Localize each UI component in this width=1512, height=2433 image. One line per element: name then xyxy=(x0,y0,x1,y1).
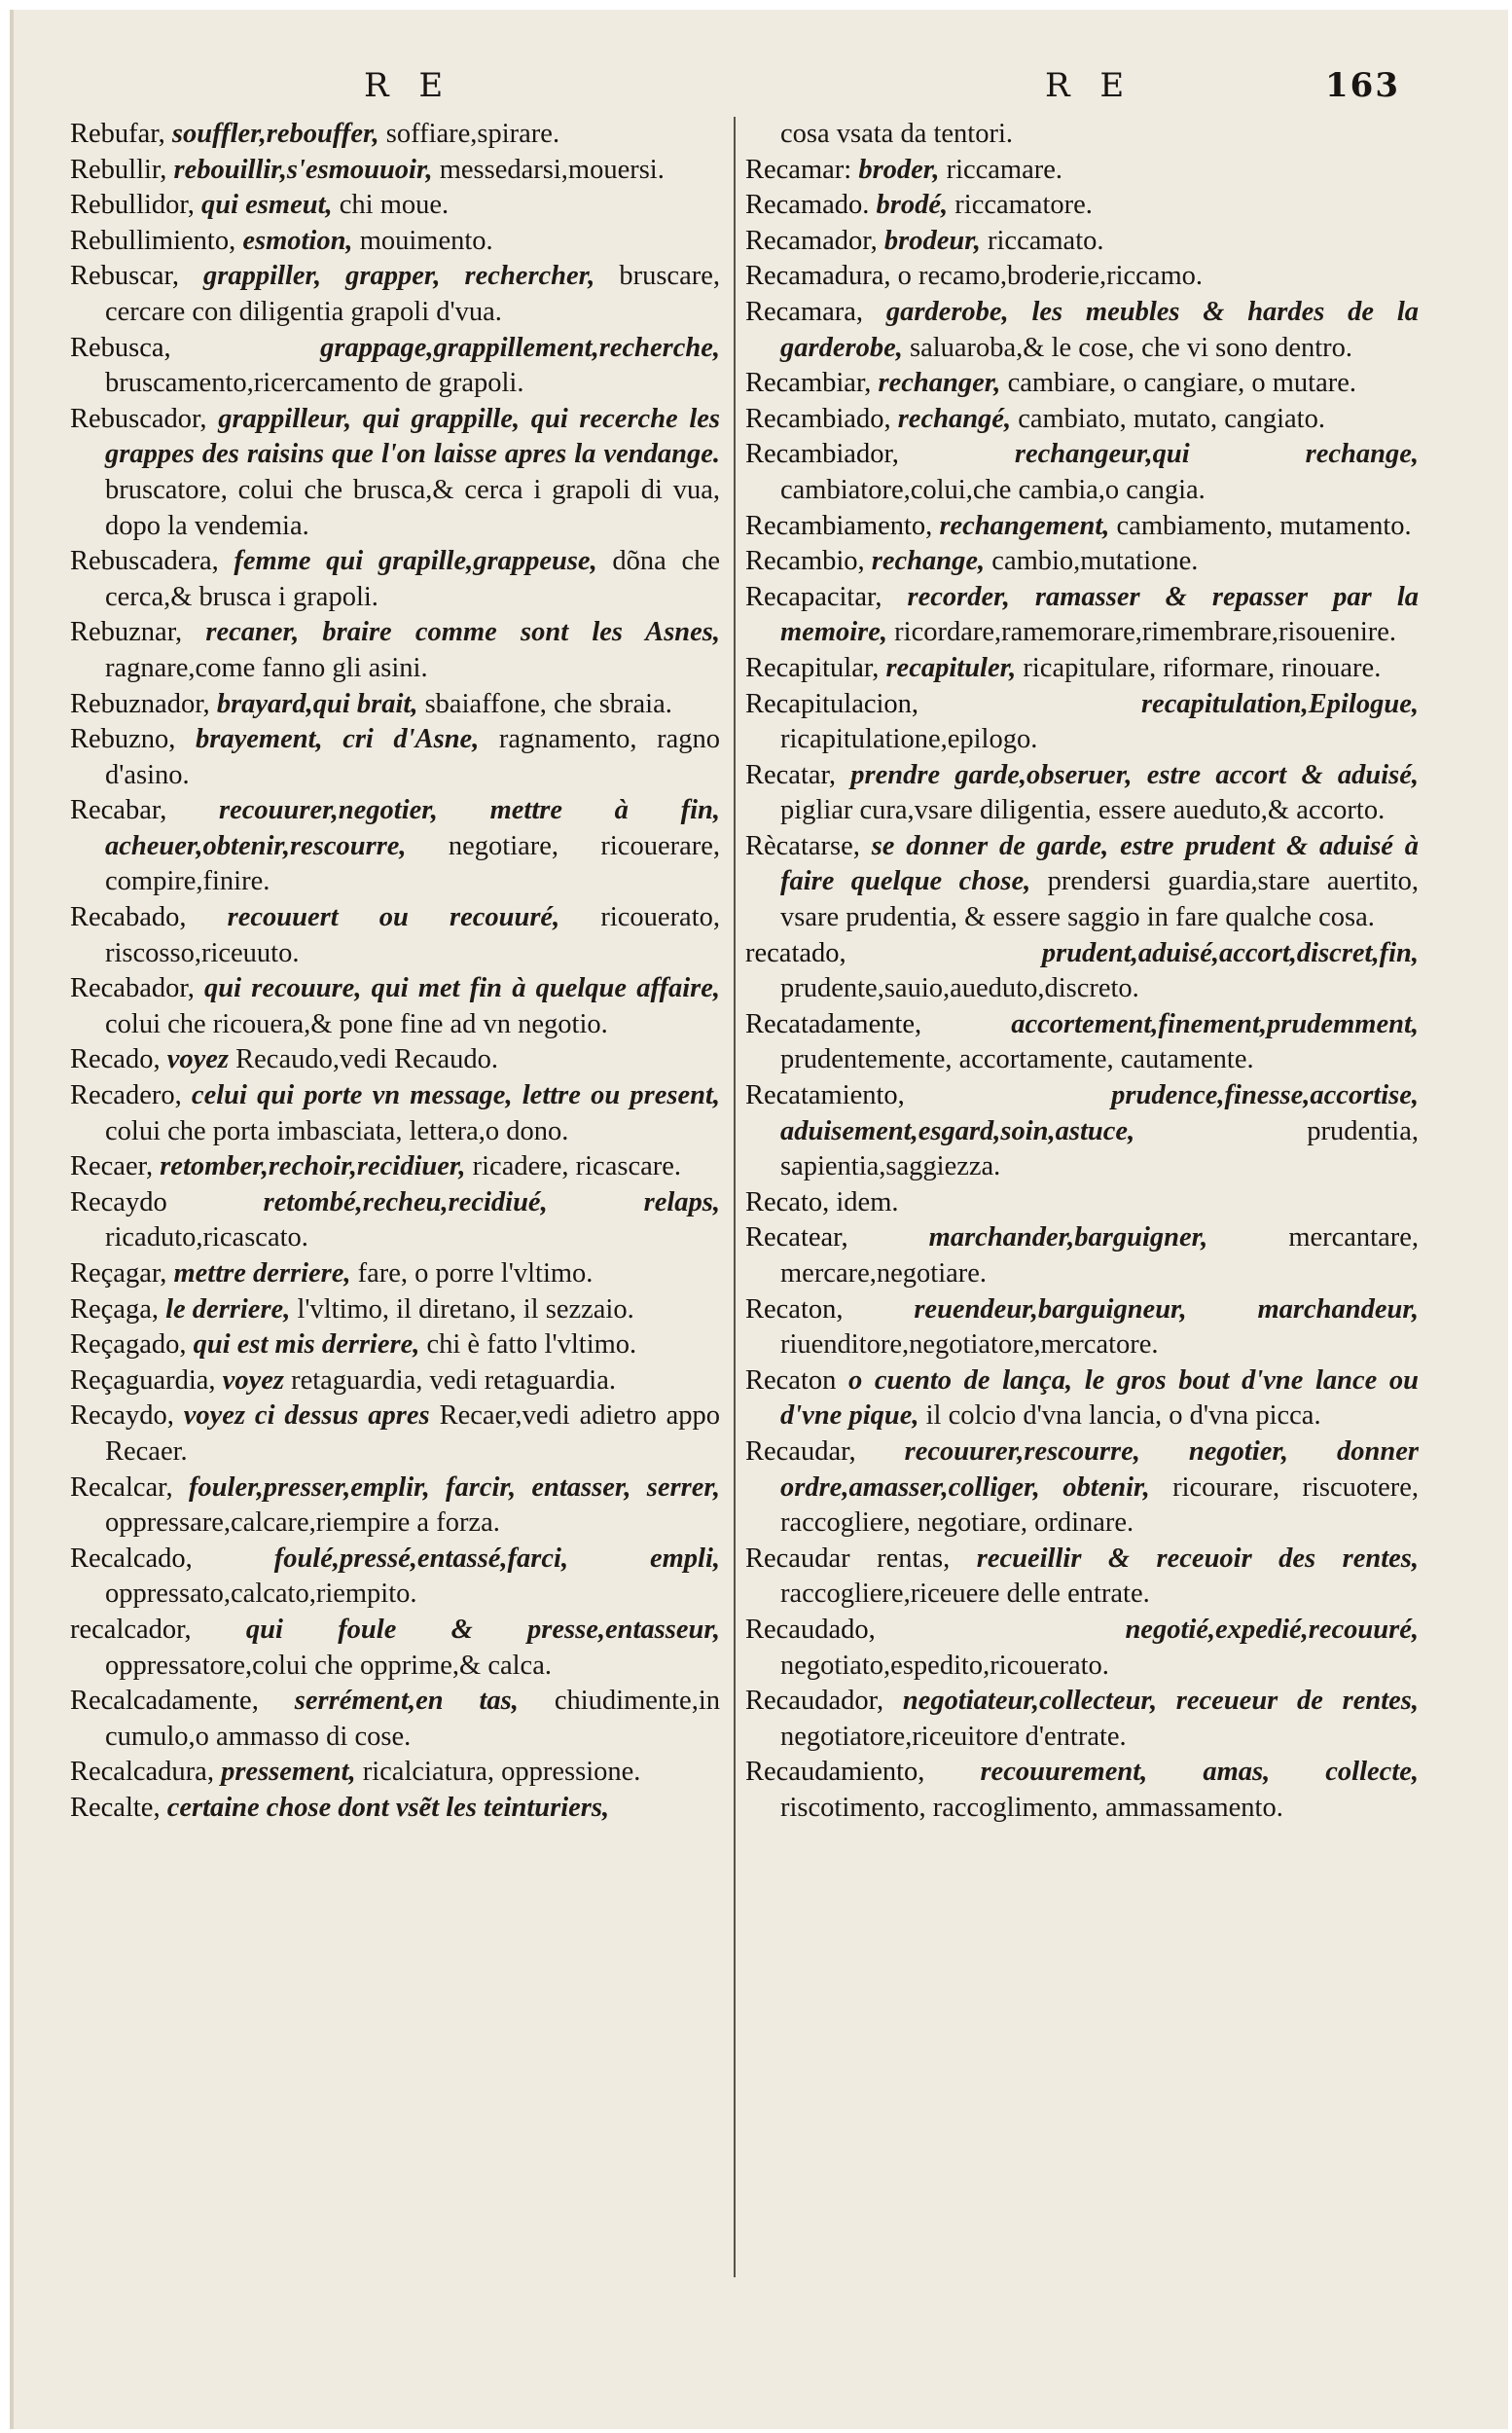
french-gloss: accortement,finement,prudemment, xyxy=(1011,1008,1419,1039)
french-gloss: prudence,finesse,accortise, aduisement,esgard,soin,astuce, xyxy=(780,1080,1419,1146)
french-gloss: reuendeur,barguigneur, marchandeur, xyxy=(914,1293,1420,1325)
french-gloss: rechanger, xyxy=(878,368,1001,399)
french-gloss: voyez xyxy=(222,1364,284,1396)
headword: Recadero, xyxy=(70,1080,182,1111)
french-gloss: brayard,qui brait, xyxy=(216,688,418,719)
headword: Recaudado, xyxy=(745,1614,876,1645)
french-gloss: certaine chose dont vsẽt les teinturiers, xyxy=(166,1792,610,1823)
running-header-right: R E xyxy=(1045,66,1134,105)
headword: Rebufar, xyxy=(70,119,165,149)
dictionary-entry xyxy=(70,1613,720,1684)
italian-gloss: negotiato,espedito,ricouerato. xyxy=(780,1650,1109,1681)
italian-gloss: chi moue. xyxy=(339,190,450,221)
dictionary-entry xyxy=(745,1185,1419,1221)
headword: Reçagado, xyxy=(70,1329,187,1361)
italian-gloss: colui che ricouera,& pone fine ad vn negotio. xyxy=(105,1008,608,1039)
italian-gloss: negotiatore,riceuitore d'entrate. xyxy=(780,1721,1127,1752)
italian-gloss: ricapitulatione,epilogo. xyxy=(780,724,1038,755)
headword: Rebullidor, xyxy=(70,190,195,221)
french-gloss: recapitulation,Epilogue, xyxy=(1140,688,1419,719)
dictionary-entry xyxy=(745,1684,1419,1755)
french-gloss: le derriere, xyxy=(165,1293,291,1325)
headword: Recabado, xyxy=(70,902,187,933)
french-gloss: negotié,expedié,recouuré, xyxy=(1125,1614,1419,1645)
dictionary-entry xyxy=(745,1078,1419,1185)
headword: Recapitulacion, xyxy=(745,688,919,719)
italian-gloss: Recaudo,vedi Recaudo. xyxy=(235,1044,498,1075)
french-gloss: souffler,rebouffer, xyxy=(171,119,379,149)
headword: Rebusca, xyxy=(70,332,171,363)
headword: Recatear, xyxy=(745,1222,848,1253)
french-gloss: recaner, braire comme sont les Asnes, xyxy=(205,617,721,648)
italian-gloss: fare, o porre l'vltimo. xyxy=(357,1258,594,1289)
headword: Reçaga, xyxy=(70,1293,159,1325)
dictionary-entry xyxy=(745,1007,1419,1078)
headword: Recalte, xyxy=(70,1792,161,1823)
french-gloss: serrément,en tas, xyxy=(294,1686,519,1717)
french-gloss: brodeur, xyxy=(883,225,981,256)
dictionary-entry xyxy=(70,793,720,900)
headword: recalcador, xyxy=(70,1614,192,1645)
dictionary-entry xyxy=(70,259,720,330)
italian-gloss: mouimento. xyxy=(359,225,493,256)
french-gloss: negotiateur,collecteur, receueur de rentes, xyxy=(902,1686,1419,1717)
dictionary-entry xyxy=(70,1149,720,1185)
italian-gloss: Recaer,vedi adietro appo Recaer. xyxy=(105,1400,721,1467)
italian-gloss: sbaiaffone, che sbraia. xyxy=(424,688,672,719)
french-gloss: grappiller, grapper, rechercher, xyxy=(203,261,595,292)
dictionary-entry xyxy=(745,651,1419,687)
italian-gloss: mercantare, mercare,negotiare. xyxy=(780,1222,1420,1289)
headword: Rebuznar, xyxy=(70,617,183,648)
dictionary-entry xyxy=(745,687,1419,758)
headword: Recaydo xyxy=(70,1186,167,1217)
italian-gloss: raccogliere,riceuere delle entrate. xyxy=(780,1579,1150,1610)
dictionary-entry xyxy=(745,829,1419,936)
french-gloss: voyez xyxy=(166,1044,230,1075)
italian-gloss: ricourare, riscuotere, raccogliere, negotiare, ordinare. xyxy=(780,1471,1419,1539)
dictionary-entry xyxy=(745,936,1419,1007)
dictionary-entry xyxy=(70,1471,720,1542)
dictionary-entry xyxy=(70,1078,720,1149)
headword: Recaton, xyxy=(745,1293,844,1325)
french-gloss: retomber,rechoir,recidiuer, xyxy=(160,1151,466,1182)
dictionary-entry xyxy=(70,331,720,402)
italian-gloss: negotiare, ricouerare, compire,finire. xyxy=(105,830,721,897)
french-gloss: retombé,recheu,recidiué, relaps, xyxy=(263,1186,720,1217)
italian-gloss: ricalciatura, oppressione. xyxy=(362,1757,641,1788)
italian-gloss: ragnare,come fanno gli asini. xyxy=(105,652,428,683)
italian-gloss: riccamatore. xyxy=(954,190,1093,221)
headword: Recalcadura, xyxy=(70,1757,214,1788)
dictionary-entry xyxy=(70,1042,720,1078)
dictionary-entry xyxy=(70,1292,720,1328)
italian-gloss: l'vltimo, il diretano, il sezzaio. xyxy=(297,1293,634,1325)
italian-gloss: riuenditore,negotiatore,mercatore. xyxy=(780,1329,1159,1361)
dictionary-entry xyxy=(745,295,1419,366)
italian-gloss: pigliar cura,vsare diligentia, essere aueduto,& accorto. xyxy=(780,795,1386,826)
dictionary-entry xyxy=(70,1791,720,1827)
french-gloss: rebouillir,s'esmouuoir, xyxy=(173,154,433,185)
french-gloss: recueillir & receuoir des rentes, xyxy=(976,1543,1420,1574)
french-gloss: prudent,aduisé,accort,discret,fin, xyxy=(1041,937,1419,968)
french-gloss: voyez ci dessus apres xyxy=(183,1400,430,1432)
dictionary-entry xyxy=(70,153,720,189)
french-gloss: rechange, xyxy=(871,546,986,577)
dictionary-entry xyxy=(70,687,720,723)
dictionary-entry xyxy=(70,188,720,224)
dictionary-entry xyxy=(745,1292,1419,1363)
french-gloss: garderobe, les meubles & hardes de la garderobe, xyxy=(780,296,1419,363)
italian-gloss: ricapitulare, riformare, rinouare. xyxy=(1023,652,1382,683)
italian-gloss: ricouerato, riscosso,riceuuto. xyxy=(105,902,721,968)
dictionary-entry xyxy=(70,1363,720,1399)
french-gloss: recouurer,negotier, mettre à fin, acheuer,obtenir,rescourre, xyxy=(105,795,721,861)
headword: Recapitular, xyxy=(745,652,880,683)
dictionary-entry xyxy=(70,402,720,544)
headword: Recabar, xyxy=(70,795,167,826)
headword: Recatar, xyxy=(745,759,837,790)
italian-gloss: il colcio d'vna lancia, o d'vna picca. xyxy=(925,1400,1321,1432)
headword: Recambiar, xyxy=(745,368,872,399)
french-gloss: qui foule & presse,entasseur, xyxy=(245,1614,720,1645)
headword: Recaton xyxy=(745,1364,837,1396)
headword: Reçagar, xyxy=(70,1258,167,1289)
headword: Recalcado, xyxy=(70,1543,193,1574)
italian-gloss: oppressare,calcare,riempire a forza. xyxy=(105,1507,500,1539)
italian-gloss: cambiare, o cangiare, o mutare. xyxy=(1007,368,1356,399)
headword: recatado, xyxy=(745,937,846,968)
italian-gloss: riccamato. xyxy=(988,225,1104,256)
dictionary-entry xyxy=(745,1613,1419,1684)
left-column xyxy=(70,117,720,1827)
italian-gloss: chiudimente,in cumulo,o ammasso di cose. xyxy=(105,1686,720,1752)
italian-gloss: saluaroba,& le cose, che vi sono dentro. xyxy=(909,332,1353,363)
headword: Recambiado, xyxy=(745,403,891,434)
dictionary-entry xyxy=(745,1542,1419,1613)
italian-gloss: prudentemente, accortamente, cautamente. xyxy=(780,1044,1254,1075)
french-gloss: pressement, xyxy=(221,1757,356,1788)
headword: Recatadamente, xyxy=(745,1008,922,1039)
dictionary-entry xyxy=(70,1684,720,1755)
italian-gloss: ragnamento, ragno d'asino. xyxy=(105,724,721,790)
italian-gloss: soffiare,spirare. xyxy=(385,119,560,149)
french-gloss: qui est mis derriere, xyxy=(193,1329,420,1361)
page-number: 163 xyxy=(1325,66,1400,105)
headword: Recamadura, xyxy=(745,261,891,292)
french-gloss: broder, xyxy=(858,154,940,185)
italian-gloss: riscotimento, raccoglimento, ammassamento. xyxy=(780,1792,1283,1823)
italian-gloss: cambio,mutatione. xyxy=(991,546,1199,577)
headword: Recatamiento, xyxy=(745,1080,905,1111)
italian-gloss: oppressato,calcato,riempito. xyxy=(105,1579,417,1610)
french-gloss: brayement, cri d'Asne, xyxy=(196,724,480,755)
italian-gloss: chi è fatto l'vltimo. xyxy=(426,1329,637,1361)
dictionary-entry xyxy=(745,580,1419,651)
headword: Recamara, xyxy=(745,296,864,327)
italian-gloss: ricadere, ricascare. xyxy=(472,1151,682,1182)
dictionary-entry xyxy=(70,544,720,615)
french-gloss: grappage,grappillement,recherche, xyxy=(320,332,720,363)
french-gloss: esmotion, xyxy=(242,225,353,256)
dictionary-entry xyxy=(745,544,1419,580)
dictionary-entry xyxy=(70,117,720,153)
french-gloss: qui esmeut, xyxy=(201,190,333,221)
headword: Rebuscar, xyxy=(70,261,180,292)
headword: Recamar: xyxy=(745,154,852,185)
dictionary-entry xyxy=(70,615,720,686)
dictionary-entry xyxy=(745,758,1419,829)
dictionary-entry xyxy=(745,437,1419,508)
italian-gloss: bruscare, cercare con diligentia grapoli d'vua. xyxy=(105,261,720,327)
french-gloss: recouurer,rescourre, negotier, donner ordre,amasser,colliger, obtenir, xyxy=(780,1435,1420,1503)
italian-gloss: retaguardia, vedi retaguardia. xyxy=(291,1364,616,1396)
italian-gloss: ricordare,ramemorare,rimembrare,risouenire. xyxy=(894,617,1397,648)
headword: Recato, xyxy=(745,1186,830,1217)
french-gloss: se donner de garde, estre prudent & aduisé à faire quelque chose, xyxy=(780,830,1420,897)
italian-gloss: colui che porta imbasciata, lettera,o dono. xyxy=(105,1115,569,1146)
italian-gloss: riccamare. xyxy=(946,154,1063,185)
dictionary-entry xyxy=(70,224,720,260)
french-gloss: recapituler, xyxy=(885,652,1017,683)
headword: Reçaguardia, xyxy=(70,1364,216,1396)
headword: Recaer, xyxy=(70,1151,154,1182)
headword: Rebuscadera, xyxy=(70,546,219,577)
french-gloss: foulé,pressé,entassé,farci, empli, xyxy=(273,1543,720,1574)
dictionary-entry xyxy=(745,153,1419,189)
headword: Recabador, xyxy=(70,973,195,1004)
french-gloss: brodé, xyxy=(876,190,949,221)
headword: Rebullir, xyxy=(70,154,167,185)
italian-gloss: cambiato, mutato, cangiato. xyxy=(1018,403,1325,434)
french-gloss: prendre garde,obseruer, estre accort & aduisé, xyxy=(850,759,1420,790)
headword: Rebuznador, xyxy=(70,688,210,719)
french-gloss: qui recouure, qui met fin à quelque affaire, xyxy=(204,973,720,1004)
dictionary-entry xyxy=(70,1185,720,1256)
dictionary-entry xyxy=(70,900,720,971)
french-gloss: marchander,barguigner, xyxy=(928,1222,1208,1253)
headword: Recamado. xyxy=(745,190,870,221)
headword: Recapacitar, xyxy=(745,581,882,612)
italian-gloss: ricaduto,ricascato. xyxy=(105,1222,308,1253)
dictionary-entry xyxy=(745,366,1419,402)
french-gloss: recouuert ou recouuré, xyxy=(227,902,560,933)
dictionary-entry xyxy=(70,722,720,793)
headword: Recado, xyxy=(70,1044,161,1075)
french-gloss: o cuento de lança, le gros bout d'vne lance ou d'vne pique, xyxy=(780,1364,1420,1432)
dictionary-entry xyxy=(745,224,1419,260)
italian-gloss: oppressatore,colui che opprime,& calca. xyxy=(105,1650,552,1681)
french-gloss: mettre derriere, xyxy=(173,1258,351,1289)
headword: Recambiador, xyxy=(745,439,899,470)
dictionary-entry xyxy=(70,1398,720,1470)
dictionary-entry xyxy=(70,1327,720,1363)
dictionary-entry xyxy=(70,1542,720,1613)
italian-gloss: dõna che cerca,& brusca i grapoli. xyxy=(105,546,720,612)
dictionary-entry xyxy=(70,1256,720,1292)
italian-gloss: cambiatore,colui,che cambia,o cangia. xyxy=(780,474,1206,505)
right-column xyxy=(745,117,1419,1827)
french-gloss: femme qui grapille,grappeuse, xyxy=(234,546,597,577)
french-gloss: celui qui porte vn message, lettre ou present, xyxy=(191,1080,721,1111)
french-gloss: fouler,presser,emplir, farcir, entasser, serrer, xyxy=(188,1471,720,1503)
headword: Recaudar, xyxy=(745,1435,856,1467)
dictionary-entry xyxy=(745,1220,1419,1291)
french-gloss: rechangement, xyxy=(939,510,1110,541)
french-gloss: rechangeur,qui rechange, xyxy=(1014,439,1420,470)
italian-gloss: bruscatore, colui che brusca,& cerca i grapoli di vua, dopo la vendemia. xyxy=(105,474,720,541)
italian-gloss: prudente,sauio,aueduto,discreto. xyxy=(780,973,1139,1004)
headword: Rècatarse, xyxy=(745,830,860,861)
italian-gloss: bruscamento,ricercamento de grapoli. xyxy=(105,368,524,399)
dictionary-entry xyxy=(745,259,1419,295)
dictionary-entry xyxy=(70,971,720,1042)
dictionary-entry xyxy=(745,1755,1419,1826)
headword: Recalcadamente, xyxy=(70,1686,259,1717)
headword: Recaudamiento, xyxy=(745,1757,925,1788)
dictionary-entry xyxy=(745,402,1419,438)
headword: Recambio, xyxy=(745,546,865,577)
dictionary-entry xyxy=(745,1363,1419,1434)
headword: Recalcar, xyxy=(70,1471,173,1503)
italian-gloss: prendersi guardia,stare auertito, vsare prudentia, & essere saggio in fare qualche cosa. xyxy=(780,866,1420,933)
running-header-left: R E xyxy=(364,66,453,105)
headword: Recaudar rentas, xyxy=(745,1543,951,1574)
french-gloss: rechangé, xyxy=(897,403,1012,434)
headword: Rebuscador, xyxy=(70,403,207,434)
italian-gloss: prudentia, sapientia,saggiezza. xyxy=(780,1115,1419,1182)
french-gloss: recorder, ramasser & repasser par la memoire, xyxy=(780,581,1419,648)
dictionary-page xyxy=(10,10,1508,2429)
continued-entry: cosa vsata da tentori. xyxy=(780,119,1013,149)
dictionary-entry xyxy=(745,188,1419,224)
dictionary-entry xyxy=(745,1434,1419,1542)
french-gloss: grappilleur, qui grappille, qui recerche les grappes des raisins que l'on laisse apres la vendange. xyxy=(105,403,721,470)
headword: Recaudador, xyxy=(745,1686,884,1717)
dictionary-entry xyxy=(70,1755,720,1791)
french-gloss: recouurement, amas, collecte, xyxy=(980,1757,1420,1788)
headword: Rebuzno, xyxy=(70,724,176,755)
italian-gloss: messedarsi,mouersi. xyxy=(439,154,665,185)
headword: Rebullimiento, xyxy=(70,225,236,256)
dictionary-entry xyxy=(745,509,1419,545)
italian-gloss: cambiamento, mutamento. xyxy=(1116,510,1412,541)
headword: Recambiamento, xyxy=(745,510,933,541)
italian-gloss: o recamo,broderie,riccamo. xyxy=(897,261,1204,292)
headword: Recaydo, xyxy=(70,1400,174,1432)
headword: Recamador, xyxy=(745,225,878,256)
italian-gloss: idem. xyxy=(836,1186,899,1217)
column-divider xyxy=(734,117,736,2277)
